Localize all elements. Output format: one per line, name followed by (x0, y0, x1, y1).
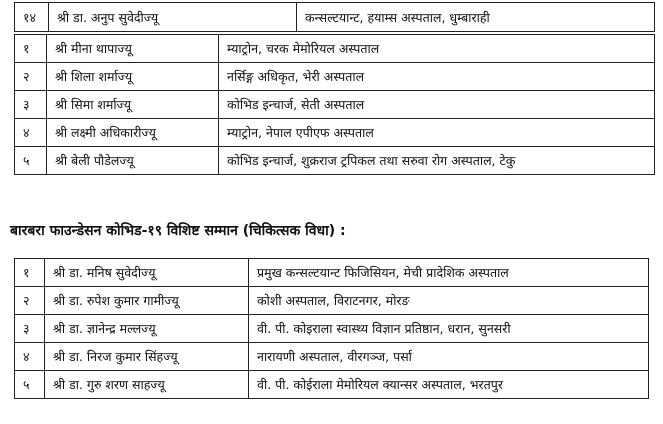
row-number: २ (15, 287, 45, 315)
recipient-name: श्री बेली पौडेलज्यू (47, 147, 219, 175)
table-row (15, 3, 655, 32)
table-row (15, 343, 649, 371)
recipient-role: कन्सल्टयान्ट, हयाम्स अस्पताल, धुम्बाराही (297, 3, 655, 32)
recipient-role: कोशी अस्पताल, विराटनगर, मोरङ (249, 287, 649, 315)
recipient-role: नर्सिङ्ग अधिकृत, भेरी अस्पताल (219, 63, 655, 91)
row-number: १ (15, 259, 45, 287)
table-row (15, 371, 649, 399)
row-number: ३ (15, 315, 45, 343)
physician-award-table (14, 258, 649, 399)
previous-award-table-last-row (14, 2, 655, 32)
nursing-award-table (14, 34, 655, 175)
table-row (15, 287, 649, 315)
recipient-role: कोभिड इन्चार्ज, सेती अस्पताल (219, 91, 655, 119)
table-row (15, 91, 655, 119)
recipient-role: वी. पी. कोईराला मेमोरियल क्यान्सर अस्पताल, भरतपुर (249, 371, 649, 399)
table-row (15, 147, 655, 175)
recipient-name: श्री डा. रुपेश कुमार गामीज्यू (45, 287, 249, 315)
recipient-name: श्री लक्ष्मी अधिकारीज्यू (47, 119, 219, 147)
recipient-name: श्री सिमा शर्माज्यू (47, 91, 219, 119)
table-row (15, 35, 655, 63)
recipient-role: वी. पी. कोइराला स्वास्थ्य विज्ञान प्रतिष्ठान, धरान, सुनसरी (249, 315, 649, 343)
recipient-name: श्री शिला शर्माज्यू (47, 63, 219, 91)
row-number: ३ (15, 91, 47, 119)
row-number: ५ (15, 371, 45, 399)
recipient-name: श्री डा. निरज कुमार सिंहज्यू (45, 343, 249, 371)
row-number: २ (15, 63, 47, 91)
recipient-name: श्री डा. गुरु शरण साहज्यू (45, 371, 249, 399)
row-number: ५ (15, 147, 47, 175)
recipient-name: श्री डा. अनुप सुवेदीज्यू (49, 3, 297, 32)
table-row (15, 119, 655, 147)
recipient-role: म्याट्रोन, चरक मेमोरियल अस्पताल (219, 35, 655, 63)
row-number: १ (15, 35, 47, 63)
table-row (15, 259, 649, 287)
recipient-name: श्री मीना थापाज्यू (47, 35, 219, 63)
recipient-role: कोभिड इन्चार्ज, शुक्रराज ट्रपिकल तथा सरुवा रोग अस्पताल, टेकु (219, 147, 655, 175)
recipient-name: श्री डा. मनिष सुवेदीज्यू (45, 259, 249, 287)
recipient-name: श्री डा. ज्ञानेन्द्र मल्लज्यू (45, 315, 249, 343)
row-number: ४ (15, 119, 47, 147)
recipient-role: नारायणी अस्पताल, वीरगञ्ज, पर्सा (249, 343, 649, 371)
recipient-role: म्याट्रोन, नेपाल एपीएफ अस्पताल (219, 119, 655, 147)
table-row (15, 315, 649, 343)
row-number: ४ (15, 343, 45, 371)
recipient-role: प्रमुख कन्सल्टयान्ट फिजिसियन, मेची प्रादेशिक अस्पताल (249, 259, 649, 287)
row-number: १४ (15, 3, 49, 32)
table-row (15, 63, 655, 91)
section-heading: बारबरा फाउन्डेसन कोभिड-१९ विशिष्ट सम्मान (चिकित्सक विधा) : (10, 223, 346, 239)
